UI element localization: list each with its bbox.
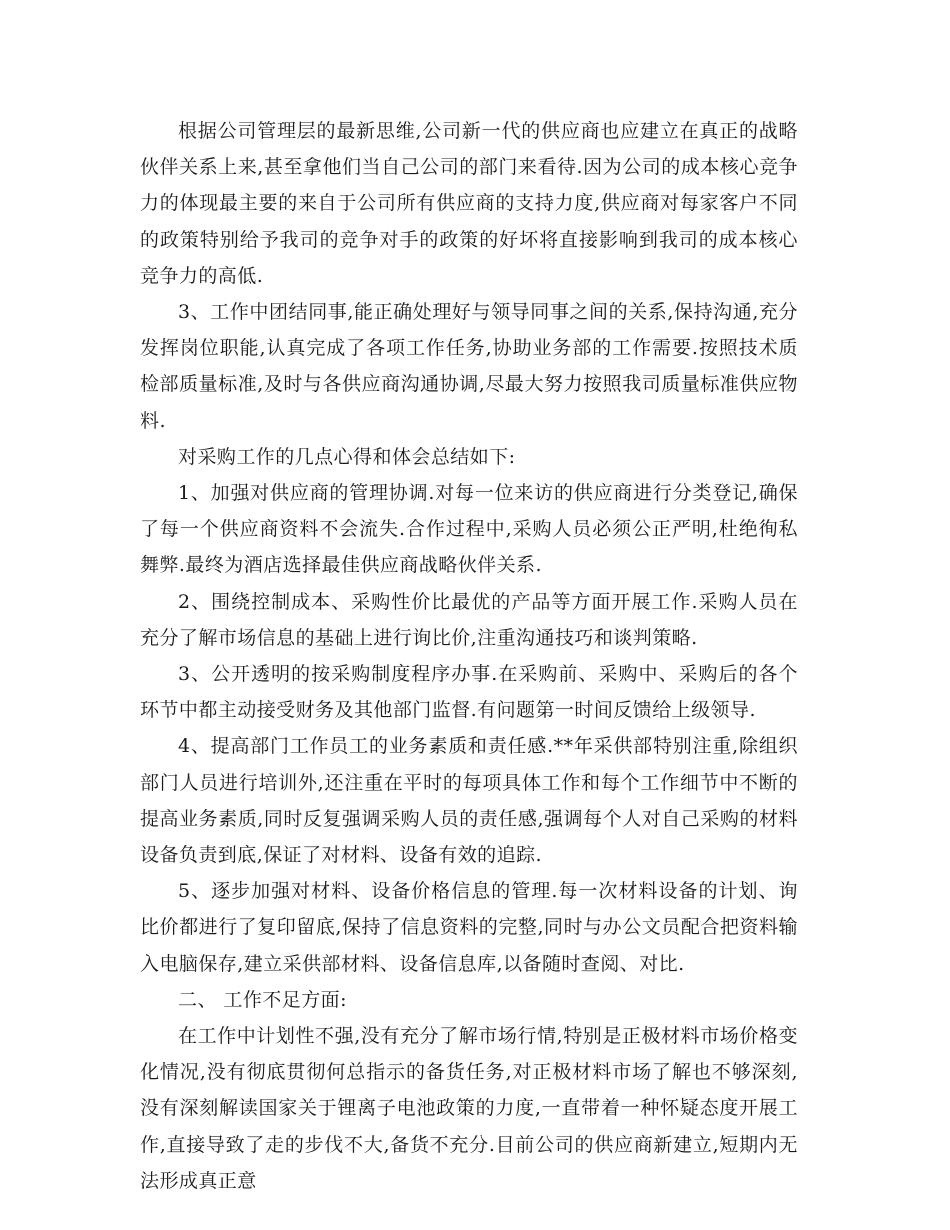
paragraph-item-1-supplier-management: 1、加强对供应商的管理协调.对每一位来访的供应商进行分类登记,确保了每一个供应商资料不会流失.合作过程中,采购人员必须公正严明,杜绝徇私舞弊.最终为酒店选择最佳供应商战略伙伴关系. [140,482,798,577]
paragraph-shortcomings: 在工作中计划性不强,没有充分了解市场行情,特别是正极材料市场价格变化情况,没有彻底贯彻何总指示的备货任务,对正极材料市场了解也不够深刻,没有深刻解读国家关于锂离子电池政策的力度,一直带着一种怀疑态度开展工作,直接导致了走的步伐不大,备货不充分.目前公司的供应商新建立,短期内无法形成真正意 [140,1025,798,1192]
paragraph-strategic-partnership: 根据公司管理层的最新思维,公司新一代的供应商也应建立在真正的战略伙伴关系上来,甚至拿他们当自己公司的部门来看待.因为公司的成本核心竞争力的体现最主要的来自于公司所有供应商的支持力度,供应商对每家客户不同的政策特别给予我司的竞争对手的政策的好坏将直接影响到我司的成本核心竞争力的高低. [140,120,798,287]
paragraph-item-4-staff-quality: 4、提高部门工作员工的业务素质和责任感.**年采供部特别注重,除组织部门人员进行培训外,还注重在平时的每项具体工作和每个工作细节中不断的提高业务素质,同时反复强调采购人员的责任感,强调每个人对自己采购的材料设备负责到底,保证了对材料、设备有效的追踪. [140,735,798,867]
paragraph-item-2-cost-control: 2、围绕控制成本、采购性价比最优的产品等方面开展工作.采购人员在充分了解市场信息的基础上进行询比价,注重沟通技巧和谈判策略. [140,590,798,649]
paragraph-item-3-teamwork: 3、工作中团结同事,能正确处理好与领导同事之间的关系,保持沟通,充分发挥岗位职能,认真完成了各项工作任务,协助业务部的工作需要.按照技术质检部质量标准,及时与各供应商沟通协调,尽最大努力按照我司质量标准供应物料. [140,301,798,432]
document-body [140,113,798,1199]
paragraph-item-3-transparency: 3、公开透明的按采购制度程序办事.在采购前、采购中、采购后的各个环节中都主动接受财务及其他部门监督.有问题第一时间反馈给上级领导. [140,663,798,722]
paragraph-summary-intro: 对采购工作的几点心得和体会总结如下: [178,445,516,468]
paragraph-item-5-price-info: 5、逐步加强对材料、设备价格信息的管理.每一次材料设备的计划、询比价都进行了复印留底,保持了信息资料的完整,同时与办公文员配合把资料输入电脑保存,建立采供部材料、设备信息库,以备随时查阅、对比. [140,880,798,975]
section-heading-shortcomings: 二、 工作不足方面: [178,988,347,1011]
